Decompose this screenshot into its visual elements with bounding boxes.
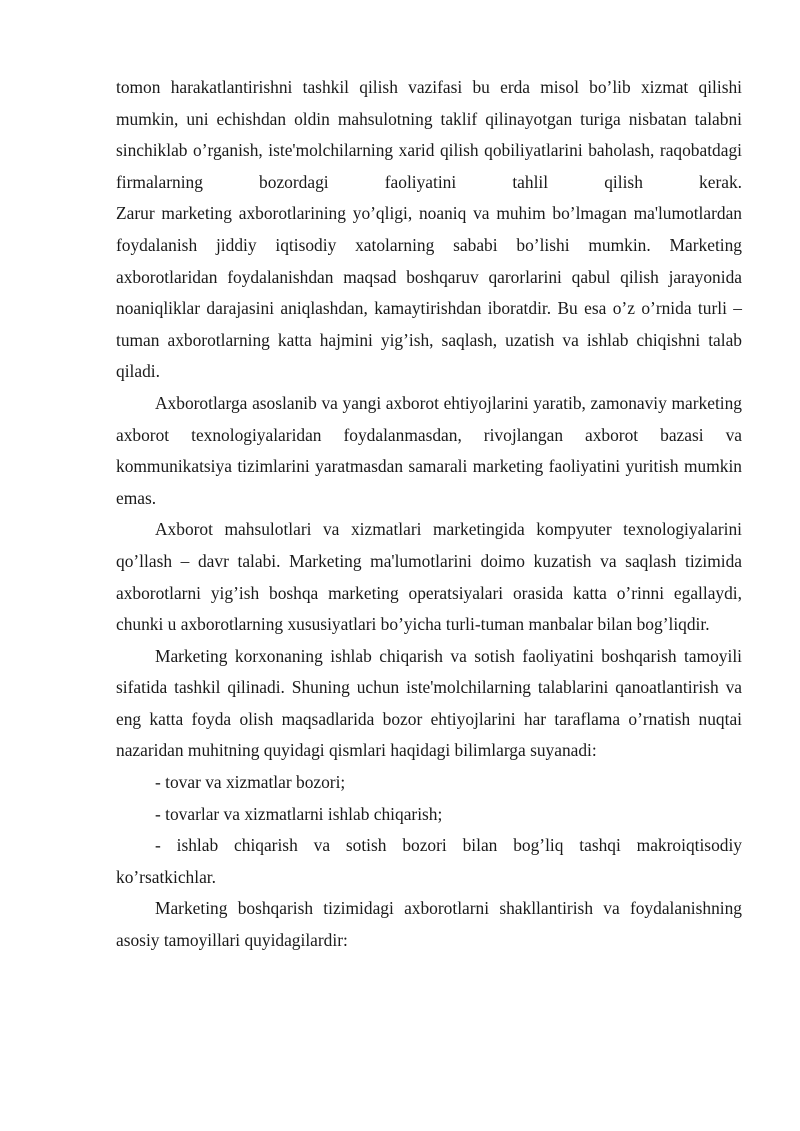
list-item-3: - ishlab chiqarish va sotish bozori bilan bog’liq tashqi makroiqtisodiy ko’rsatkichlar. bbox=[116, 835, 742, 887]
list-item-1: - tovar va xizmatlar bozori; bbox=[155, 772, 346, 793]
list-item-2: - tovarlar va xizmatlarni ishlab chiqarish; bbox=[155, 803, 443, 824]
paragraph-3: Axborotlarga asoslanib va yangi axborot ehtiyojlarini yaratib, zamonaviy marketing axborot texnologiyalaridan foydalanmasdan, rivojlangan axborot bazasi va kommunikatsiya tizimlarini yaratmasdan samarali marketing faoliyatini yuritish mumkin emas. bbox=[116, 392, 742, 508]
paragraph-6: Marketing boshqarish tizimidagi axborotlarni shakllantirish va foydalanishning asosiy tamoyillari quyidagilardir: bbox=[116, 898, 742, 951]
paragraph-2: Zarur marketing axborotlarining yo’qligi, noaniq va muhim bo’lmagan ma'lumotlardan foydalanish jiddiy iqtisodiy xatolarning sababi bo’lishi mumkin. Marketing axborotlaridan foydalanishdan maqsad boshqaruv qarorlarini qabul qilish jarayonida noaniqliklar darajasini aniqlashdan, kamaytirishdan iboratdir. Bu esa o’z o’rnida turli – tuman axborotlarning katta hajmini yig’ish, saqlash, uzatish va ishlab chiqishni talab qiladi. bbox=[116, 203, 742, 382]
document-page bbox=[116, 72, 742, 957]
paragraph-4: Axborot mahsulotlari va xizmatlari marketingida kompyuter texnologiyalarini qo’llash – davr talabi. Marketing ma'lumotlarini doimo kuzatish va saqlash tizimida axborotlarni yig’ish boshqa marketing operatsiyalari orasida katta o’rinni egallaydi, chunki u axborotlarning xususiyatlari bo’yicha turli-tuman manbalar bilan bog’liqdir. bbox=[116, 519, 742, 635]
paragraph-1: tomon harakatlantirishni tashkil qilish vazifasi bu erda misol bo’lib xizmat qilishi mumkin, uni echishdan oldin mahsulotning taklif qilinayotgan turiga nisbatan talabni sinchiklab o’rganish, iste'molchilarning xarid qilish qobiliyatlarini baholash, raqobatdagi firmalarning bozordagi faoliyatini tahlil qilish kerak. bbox=[116, 77, 742, 192]
paragraph-5: Marketing korxonaning ishlab chiqarish va sotish faoliyatini boshqarish tamoyili sifatida tashkil qilinadi. Shuning uchun iste'molchilarning talablarini qanoatlantirish va eng katta foyda olish maqsadlarida bozor ehtiyojlarini har taraflama o’rnatish nuqtai nazaridan muhitning quyidagi qismlari haqidagi bilimlarga suyanadi: bbox=[116, 645, 742, 761]
